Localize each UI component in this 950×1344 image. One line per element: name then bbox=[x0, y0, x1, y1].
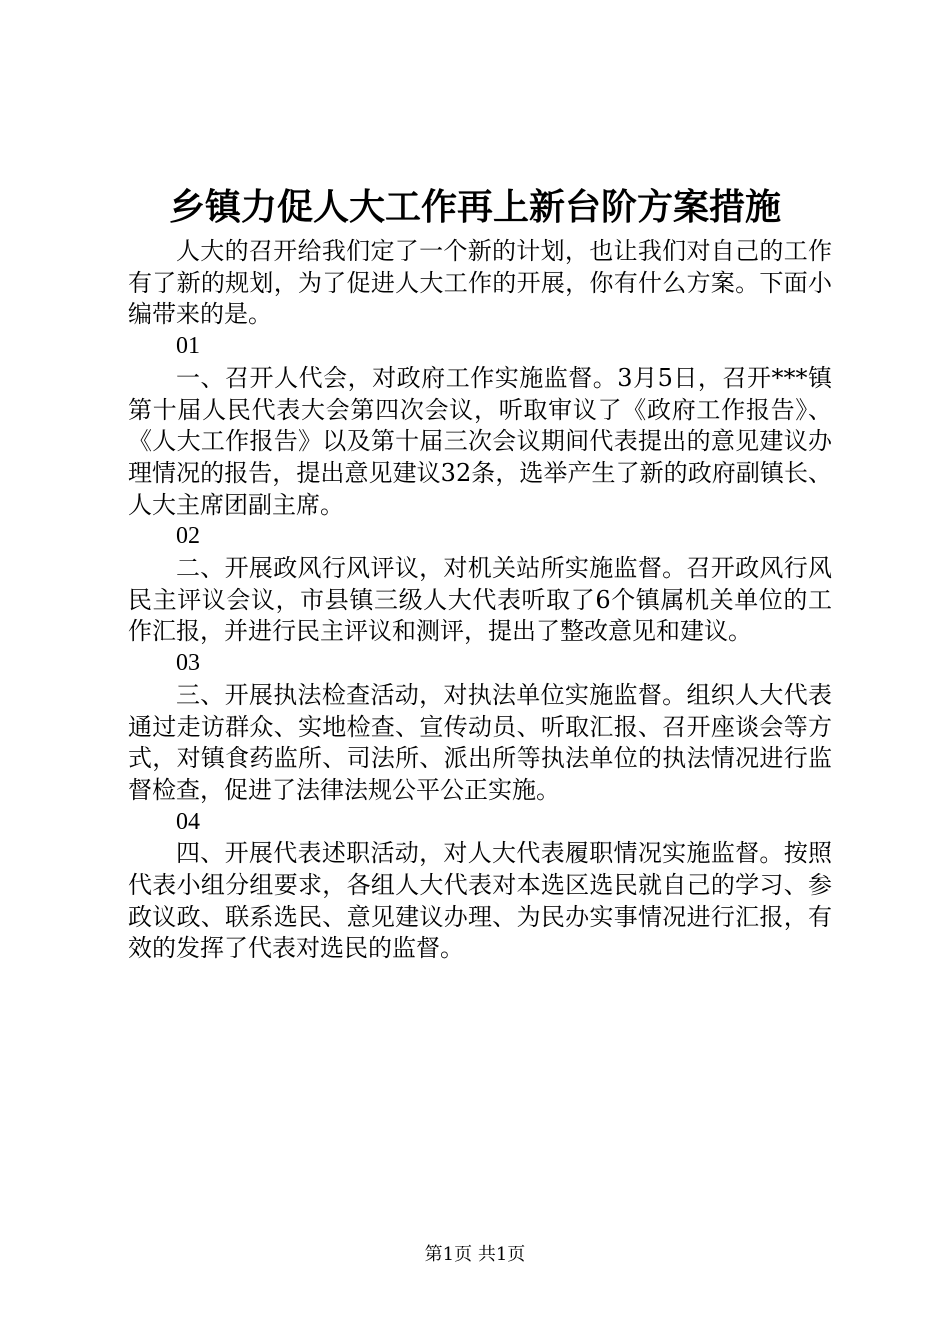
document-title: 乡镇力促人大工作再上新台阶方案措施 bbox=[168, 186, 781, 228]
section-number-03: 03 bbox=[176, 650, 200, 677]
page-footer: 第1页 共1页 bbox=[424, 1244, 526, 1265]
section-number-01: 01 bbox=[176, 333, 200, 360]
section-number-02: 02 bbox=[176, 523, 200, 550]
section-paragraph-03: 三、开展执法检查活动，对执法单位实施监督。组织人大代表通过走访群众、实地检查、宣传动员、听取汇报、召开座谈会等方式，对镇食药监所、司法所、派出所等执法单位的执法情况进行监督检查，促进了法律法规公平公正实施。 bbox=[128, 680, 832, 804]
section-paragraph-02: 二、开展政风行风评议，对机关站所实施监督。召开政风行风民主评议会议，市县镇三级人大代表听取了6个镇属机关单位的工作汇报，并进行民主评议和测评，提出了整改意见和建议。 bbox=[128, 554, 832, 646]
section-number-04: 04 bbox=[176, 808, 200, 835]
intro-paragraph: 人大的召开给我们定了一个新的计划，也让我们对自己的工作有了新的规划，为了促进人大工作的开展，你有什么方案。下面小编带来的是。 bbox=[128, 237, 832, 329]
section-paragraph-04: 四、开展代表述职活动，对人大代表履职情况实施监督。按照代表小组分组要求，各组人大代表对本选区选民就自己的学习、参政议政、联系选民、意见建议办理、为民办实事情况进行汇报，有效的发挥了代表对选民的监督。 bbox=[128, 839, 832, 963]
section-paragraph-01: 一、召开人代会，对政府工作实施监督。3月5日，召开***镇第十届人民代表大会第四次会议，听取审议了《政府工作报告》、《人大工作报告》以及第十届三次会议期间代表提出的意见建议办理情况的报告，提出意见建议32条，选举产生了新的政府副镇长、人大主席团副主席。 bbox=[128, 363, 832, 519]
document-body bbox=[128, 236, 832, 965]
